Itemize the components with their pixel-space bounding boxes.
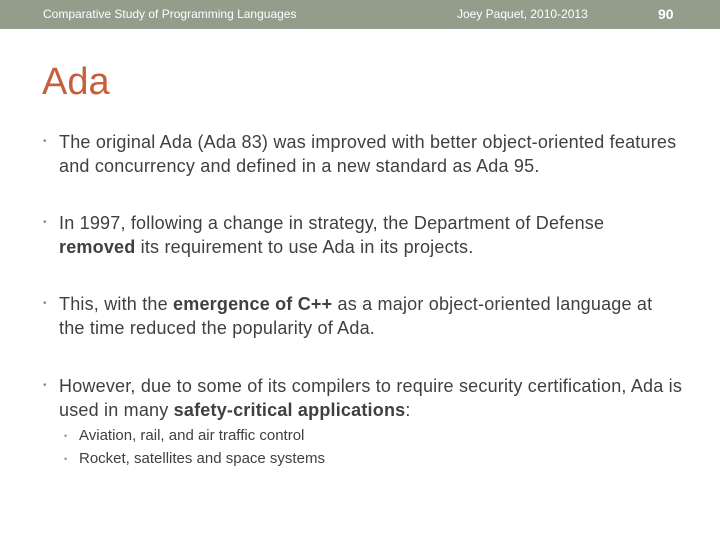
bullet-text-pre: However, due to some of its compilers to require security certification, Ada is used in many xyxy=(59,376,683,420)
bullet-text-bold: removed xyxy=(59,237,136,257)
author-dates: Joey Paquet, 2010-2013 xyxy=(457,7,588,21)
slide-header-bar xyxy=(0,0,720,29)
bullet-text: The original Ada (Ada 83) was improved with better object-oriented features and concurrency and defined in a new standard as Ada 95. xyxy=(59,132,677,176)
sub-bullet-text: Rocket, satellites and space systems xyxy=(79,450,325,467)
bullet-item xyxy=(43,211,683,259)
bullet-text-post: as a major object-oriented language at the time reduced the popularity of Ada. xyxy=(59,294,653,338)
bullet-dot: • xyxy=(43,298,47,309)
bullet-text-bold: emergence of C++ xyxy=(173,294,333,314)
slide-number: 90 xyxy=(658,6,674,22)
bullet-text xyxy=(59,211,683,259)
course-title: Comparative Study of Programming Languages xyxy=(43,7,297,21)
sub-bullet-text: Aviation, rail, and air traffic control xyxy=(79,427,305,444)
sub-bullet-item xyxy=(64,425,664,447)
bullet-text-pre: In 1997, following a change in strategy, the Department of Defense xyxy=(59,213,605,233)
bullet-text-post: : xyxy=(405,400,411,420)
bullet-dot: • xyxy=(43,380,47,391)
bullet-text xyxy=(59,374,683,422)
sub-bullet-dot: • xyxy=(64,454,68,464)
bullet-dot: • xyxy=(43,217,47,228)
bullet-item xyxy=(43,130,683,178)
sub-bullet-item xyxy=(64,448,664,470)
bullet-text-bold: safety-critical applications xyxy=(173,400,406,420)
sub-bullet-dot: • xyxy=(64,431,68,441)
bullet-text-pre: This, with the xyxy=(59,294,174,314)
slide-title: Ada xyxy=(42,61,110,103)
bullet-text xyxy=(59,292,683,340)
bullet-text-post: its requirement to use Ada in its projects. xyxy=(135,237,474,257)
bullet-dot: • xyxy=(43,136,47,147)
bullet-item xyxy=(43,374,683,422)
bullet-item xyxy=(43,292,683,340)
